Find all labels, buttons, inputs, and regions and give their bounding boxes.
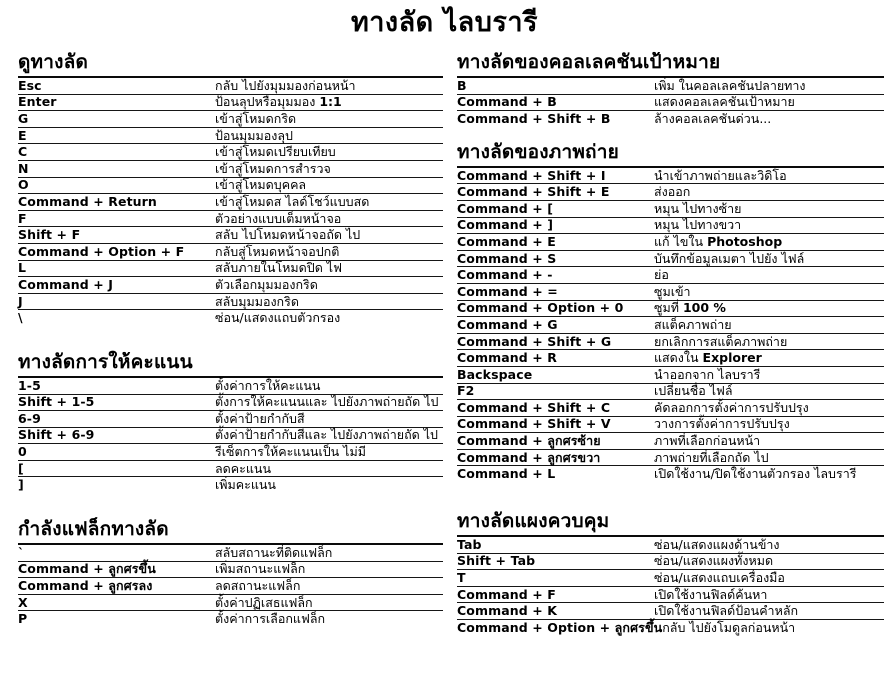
shortcut-description-text: ตั้งค่าป้ายกำกับสี (215, 410, 305, 426)
shortcut-description (654, 185, 884, 199)
shortcut-description-text: ตั้งการให้คะแนนและ ไปยังภาพถ่ายถัด ไป (215, 394, 439, 410)
shortcut-description (215, 278, 443, 292)
shortcut-description (654, 218, 884, 232)
shortcut-description-text: ลดคะแนน (215, 460, 271, 476)
shortcut-description (215, 462, 443, 476)
shortcut-description-text: รีเซ็ตการให้คะแนนเป็น ไม่มี (215, 444, 366, 460)
shortcut-key: \ (18, 310, 23, 326)
shortcut-description (215, 79, 443, 93)
shortcut-row (18, 595, 443, 612)
shortcut-description (654, 401, 884, 415)
shortcut-key: Shift + Tab (457, 553, 536, 569)
shortcut-description (654, 235, 884, 249)
shortcut-description (215, 162, 443, 176)
shortcut-description-bold-text: Explorer (702, 350, 762, 366)
shortcut-description-text: ตั้งค่าป้ายกำกับสีและ ไปยังภาพถ่ายถัด ไป (215, 427, 438, 443)
shortcut-description (654, 268, 884, 282)
shortcut-row (18, 95, 443, 112)
shortcut-description-text: เปลี่ยนชื่อ ไฟล์ (654, 383, 733, 399)
shortcut-row (457, 450, 884, 467)
shortcut-description-text: นำออกจาก ไลบรารี (654, 366, 761, 382)
shortcut-description (215, 412, 443, 426)
section-title: ทางลัดของคอลเลคชันเป้าหมาย (457, 50, 884, 78)
shortcut-description-text: แสดงคอลเลคชันเป้าหมาย (654, 94, 795, 110)
shortcut-key: Command + Shift + I (457, 167, 606, 183)
shortcut-description (215, 395, 443, 409)
shortcut-row (457, 620, 884, 636)
shortcut-key: [ (18, 460, 24, 476)
shortcut-description (654, 417, 884, 431)
shortcut-row (457, 168, 884, 185)
shortcut-row (18, 310, 443, 326)
shortcut-row (18, 244, 443, 261)
shortcut-row (457, 251, 884, 268)
shortcut-description (215, 612, 443, 626)
shortcut-row (18, 111, 443, 128)
shortcut-key: F2 (457, 383, 475, 399)
shortcut-description (654, 335, 884, 349)
shortcut-description-text: เข้าสู่โหมดส ไลด์โชว์แบบสด (215, 193, 370, 209)
shortcut-description-text: เปิดใช้งาน/ปิดใช้งานตัวกรอง ไลบรารี (654, 466, 857, 482)
shortcut-row (457, 184, 884, 201)
shortcut-row (18, 444, 443, 461)
shortcut-key: J (18, 293, 23, 309)
shortcut-description (654, 538, 884, 552)
shortcut-description-text: หมุน ไปทางขวา (654, 217, 742, 233)
shortcut-description-text: ป้อนลุปหรือมุมมอง (215, 94, 320, 110)
shortcut-row (18, 144, 443, 161)
shortcut-key: Command + Option + F (18, 243, 185, 259)
shortcut-row (18, 128, 443, 145)
shortcut-description (215, 428, 443, 442)
shortcut-key: Command + G (457, 316, 558, 332)
shortcut-description (215, 596, 443, 610)
shortcut-row (457, 284, 884, 301)
shortcut-row (457, 317, 884, 334)
shortcut-description (654, 467, 884, 481)
shortcut-description (654, 368, 884, 382)
section-title: ทางลัดแผงควบคุม (457, 509, 884, 537)
shortcut-description (654, 604, 884, 618)
shortcut-description-text: ซ่อน/แสดงแผงทั้งหมด (654, 553, 774, 569)
shortcut-key: Command + F (457, 586, 556, 602)
shortcut-key: Command + Shift + C (457, 399, 611, 415)
shortcut-key: Command + ] (457, 217, 554, 233)
shortcut-section (18, 50, 443, 326)
shortcut-description (654, 202, 884, 216)
section-title: ทางลัดการให้คะแนน (18, 350, 443, 378)
shortcut-description (215, 311, 443, 325)
shortcut-description (215, 178, 443, 192)
shortcut-key: Command + ลูกศรลง (18, 578, 153, 594)
shortcut-row (457, 587, 884, 604)
shortcut-section (457, 509, 884, 636)
shortcut-row (457, 234, 884, 251)
shortcut-key: Esc (18, 77, 42, 93)
shortcut-key: Command + K (457, 603, 558, 619)
shortcut-key: ] (18, 477, 24, 493)
shortcut-description-text: ตั้งค่าปฏิเสธแฟล็ก (215, 594, 313, 610)
shortcut-description-text: แก้ ไขใน (654, 233, 708, 249)
shortcut-description (215, 445, 443, 459)
shortcut-description-text: วางการตั้งค่าการปรับปรุง (654, 416, 790, 432)
columns-container (0, 50, 889, 636)
shortcut-row (18, 277, 443, 294)
shortcut-description-text: ส่งออก (654, 184, 691, 200)
shortcut-key: B (457, 77, 467, 93)
shortcut-key: Command + R (457, 350, 557, 366)
shortcut-key: F (18, 210, 27, 226)
shortcut-key: Command + E (457, 233, 556, 249)
shortcut-description (654, 434, 884, 448)
shortcut-key: Command + L (457, 466, 556, 482)
shortcut-description (662, 621, 884, 635)
shortcut-row (457, 400, 884, 417)
shortcut-description (215, 261, 443, 275)
shortcut-key: N (18, 160, 29, 176)
shortcut-description (654, 384, 884, 398)
shortcut-description-text: สแต็คภาพถ่าย (654, 316, 732, 332)
shortcut-key: Command + Return (18, 193, 157, 209)
shortcut-key: C (18, 144, 28, 160)
shortcut-row (457, 301, 884, 318)
shortcut-description (215, 245, 443, 259)
shortcut-description-text: ซ่อน/แสดงแถบเครื่องมือ (654, 570, 785, 586)
shortcut-description (215, 295, 443, 309)
shortcut-description-text: แสดงใน (654, 350, 703, 366)
shortcut-description-text: ภาพถ่ายที่เลือกถัด ไป (654, 449, 769, 465)
shortcut-description (654, 95, 884, 109)
shortcut-description-text: หมุน ไปทางซ้าย (654, 200, 742, 216)
shortcut-key: 6-9 (18, 410, 41, 426)
shortcut-description-bold-text: 100 % (682, 300, 726, 316)
shortcut-description-text: กลับ ไปยังมุมมองก่อนหน้า (215, 77, 356, 93)
shortcut-key: Command + Shift + G (457, 333, 612, 349)
shortcut-description-text: ย่อ (654, 267, 669, 283)
shortcut-description (215, 112, 443, 126)
shortcut-key: Enter (18, 94, 57, 110)
shortcut-key: Command + Shift + B (457, 110, 611, 126)
shortcut-key: Command + B (457, 94, 557, 110)
shortcut-description-text: เปิดใช้งานฟิลด์ค้นหา (654, 586, 768, 602)
shortcut-row (457, 537, 884, 554)
shortcut-description-text: สลับสถานะที่ติดแฟล็ก (215, 544, 333, 560)
shortcut-key: Command + ลูกศรขึ้น (18, 561, 156, 577)
shortcut-description (215, 145, 443, 159)
shortcut-row (457, 267, 884, 284)
shortcut-description-text: เปิดใช้งานฟิลด์ป้อนคำหลัก (654, 603, 799, 619)
shortcut-row (457, 218, 884, 235)
shortcut-key: Command + Option + 0 (457, 300, 624, 316)
shortcut-row (457, 334, 884, 351)
page-title: ทางลัด ไลบรารี (350, 7, 539, 38)
shortcut-description-text: บันทึกข้อมูลเมตา ไปยัง ไฟล์ (654, 250, 805, 266)
shortcut-key: Command + Option + ลูกศรขึ้น (457, 619, 663, 635)
shortcut-description-text: คัดลอกการตั้งค่าการปรับปรุง (654, 399, 809, 415)
shortcut-key: Command + Shift + E (457, 184, 610, 200)
shortcut-row (18, 194, 443, 211)
section-title: ดูทางลัด (18, 50, 443, 78)
shortcut-description-text: สลับมุมมองกริด (215, 293, 299, 309)
shortcut-description-text: ป้อนมุมมองลุป (215, 127, 293, 143)
shortcut-section (457, 140, 884, 482)
shortcut-description-text: ลดสถานะแฟล็ก (215, 578, 301, 594)
shortcut-description-text: เพิ่มคะแนน (215, 477, 276, 493)
shortcut-description-bold-text: 1:1 (319, 94, 342, 110)
shortcut-row (18, 211, 443, 228)
shortcut-description-bold-text: Photoshop (707, 233, 783, 249)
shortcut-row (457, 554, 884, 571)
shortcut-description (215, 129, 443, 143)
shortcut-row (457, 367, 884, 384)
shortcut-description (215, 478, 443, 492)
shortcut-description (654, 318, 884, 332)
shortcut-key: G (18, 110, 29, 126)
shortcut-description (654, 351, 884, 365)
shortcut-description-text: ตัวอย่างแบบเต็มหน้าจอ (215, 210, 342, 226)
shortcut-row (18, 411, 443, 428)
shortcut-description-text: ซูมเข้า (654, 283, 691, 299)
shortcut-description (654, 571, 884, 585)
shortcut-description (654, 451, 884, 465)
shortcut-row (18, 545, 443, 562)
shortcut-key: 1-5 (18, 377, 41, 393)
shortcut-description (215, 212, 443, 226)
shortcut-description (215, 379, 443, 393)
shortcut-description (215, 546, 443, 560)
shortcut-key: Command + S (457, 250, 557, 266)
shortcut-row (18, 378, 443, 395)
shortcut-key: P (18, 611, 28, 627)
shortcut-row (18, 178, 443, 195)
section-title: กำลังแฟล็กทางลัด (18, 517, 443, 545)
shortcut-row (457, 570, 884, 587)
shortcut-description-text: สลับภายในโหมดปิด ไฟ (215, 260, 342, 276)
shortcut-description (215, 95, 443, 109)
shortcut-row (18, 161, 443, 178)
shortcut-row (18, 562, 443, 579)
shortcut-description (654, 252, 884, 266)
shortcut-key: Command + J (18, 276, 114, 292)
shortcut-row (457, 384, 884, 401)
shortcut-row (18, 294, 443, 311)
shortcut-row (457, 433, 884, 450)
shortcut-row (457, 201, 884, 218)
shortcut-row (18, 395, 443, 412)
shortcut-description-text: กลับ ไปยังโมดูลก่อนหน้า (662, 619, 796, 635)
shortcut-description (654, 112, 884, 126)
shortcut-row (457, 350, 884, 367)
shortcut-key: Command + = (457, 283, 558, 299)
shortcut-description (654, 285, 884, 299)
shortcut-key: O (18, 177, 29, 193)
shortcut-description (654, 554, 884, 568)
shortcut-description (654, 588, 884, 602)
shortcut-description-text: กลับสู่โหมดหน้าจอปกติ (215, 243, 340, 259)
shortcut-description-text: เพิ่มสถานะแฟล็ก (215, 561, 306, 577)
shortcut-description-text: เพิ่ม ในคอลเลคชันปลายทาง (654, 77, 806, 93)
shortcut-description-text: ซ่อน/แสดงแผงด้านข้าง (654, 536, 780, 552)
shortcut-description-text: ตั้งค่าการให้คะแนน (215, 377, 321, 393)
shortcut-key: Command + ลูกศรซ้าย (457, 433, 601, 449)
shortcut-row (18, 261, 443, 278)
shortcut-row (457, 466, 884, 482)
shortcut-description (215, 562, 443, 576)
shortcut-row (18, 578, 443, 595)
shortcut-row (18, 428, 443, 445)
shortcut-key: Command + - (457, 267, 553, 283)
shortcut-key: Command + [ (457, 200, 554, 216)
shortcut-key: E (18, 127, 27, 143)
shortcut-key: Shift + 1-5 (18, 394, 95, 410)
shortcut-description (215, 228, 443, 242)
shortcut-description-text: ภาพที่เลือกก่อนหน้า (654, 433, 761, 449)
shortcut-description-text: นำเข้าภาพถ่ายและวิดิโอ (654, 167, 787, 183)
shortcut-row (18, 611, 443, 627)
shortcut-row (18, 461, 443, 478)
shortcut-key: Shift + F (18, 227, 81, 243)
shortcuts-column-right (457, 50, 884, 636)
shortcut-section (457, 50, 884, 127)
shortcut-description (654, 169, 884, 183)
shortcut-key: X (18, 594, 28, 610)
shortcut-row (18, 78, 443, 95)
shortcut-description-text: ตั้งค่าการเลือกแฟล็ก (215, 611, 326, 627)
shortcut-row (18, 227, 443, 244)
shortcut-row (457, 603, 884, 620)
shortcut-key: L (18, 260, 27, 276)
shortcut-key: Command + Shift + V (457, 416, 611, 432)
shortcut-row (457, 95, 884, 112)
shortcut-description-text: เข้าสู่โหมดบุคคล (215, 177, 307, 193)
shortcut-row (457, 78, 884, 95)
shortcut-row (457, 417, 884, 434)
shortcut-description (654, 79, 884, 93)
shortcut-description (215, 579, 443, 593)
shortcut-row (457, 111, 884, 127)
shortcut-description-text: ยกเลิกการสแต็คภาพถ่าย (654, 333, 788, 349)
shortcuts-column-left (18, 50, 443, 636)
shortcut-key: Tab (457, 536, 482, 552)
shortcut-section (18, 517, 443, 627)
shortcut-key: T (457, 570, 466, 586)
shortcut-description-text: เข้าสู่โหมดการสำรวจ (215, 160, 331, 176)
shortcut-description (215, 195, 443, 209)
shortcut-description (654, 301, 884, 315)
shortcut-section (18, 350, 443, 493)
shortcut-row (18, 477, 443, 493)
section-title: ทางลัดของภาพถ่าย (457, 140, 884, 168)
shortcut-description-text: ล้างคอลเลคชันด่วน... (654, 110, 772, 126)
shortcut-key: Backspace (457, 366, 533, 382)
shortcut-description-text: ซ่อน/แสดงแถบตัวกรอง (215, 310, 341, 326)
shortcut-description-text: ตัวเลือกมุมมองกริด (215, 276, 318, 292)
shortcut-description-text: สลับ ไปโหมดหน้าจอถัด ไป (215, 227, 361, 243)
shortcut-key: Command + ลูกศรขวา (457, 449, 601, 465)
shortcut-key: ` (18, 544, 25, 560)
shortcut-description-text: ซูมที่ (654, 300, 683, 316)
shortcut-key: Shift + 6-9 (18, 427, 95, 443)
shortcut-description-text: เข้าสู่โหมดกริด (215, 110, 297, 126)
shortcut-description-text: เข้าสู่โหมดเปรียบเทียบ (215, 144, 336, 160)
shortcut-key: 0 (18, 444, 27, 460)
